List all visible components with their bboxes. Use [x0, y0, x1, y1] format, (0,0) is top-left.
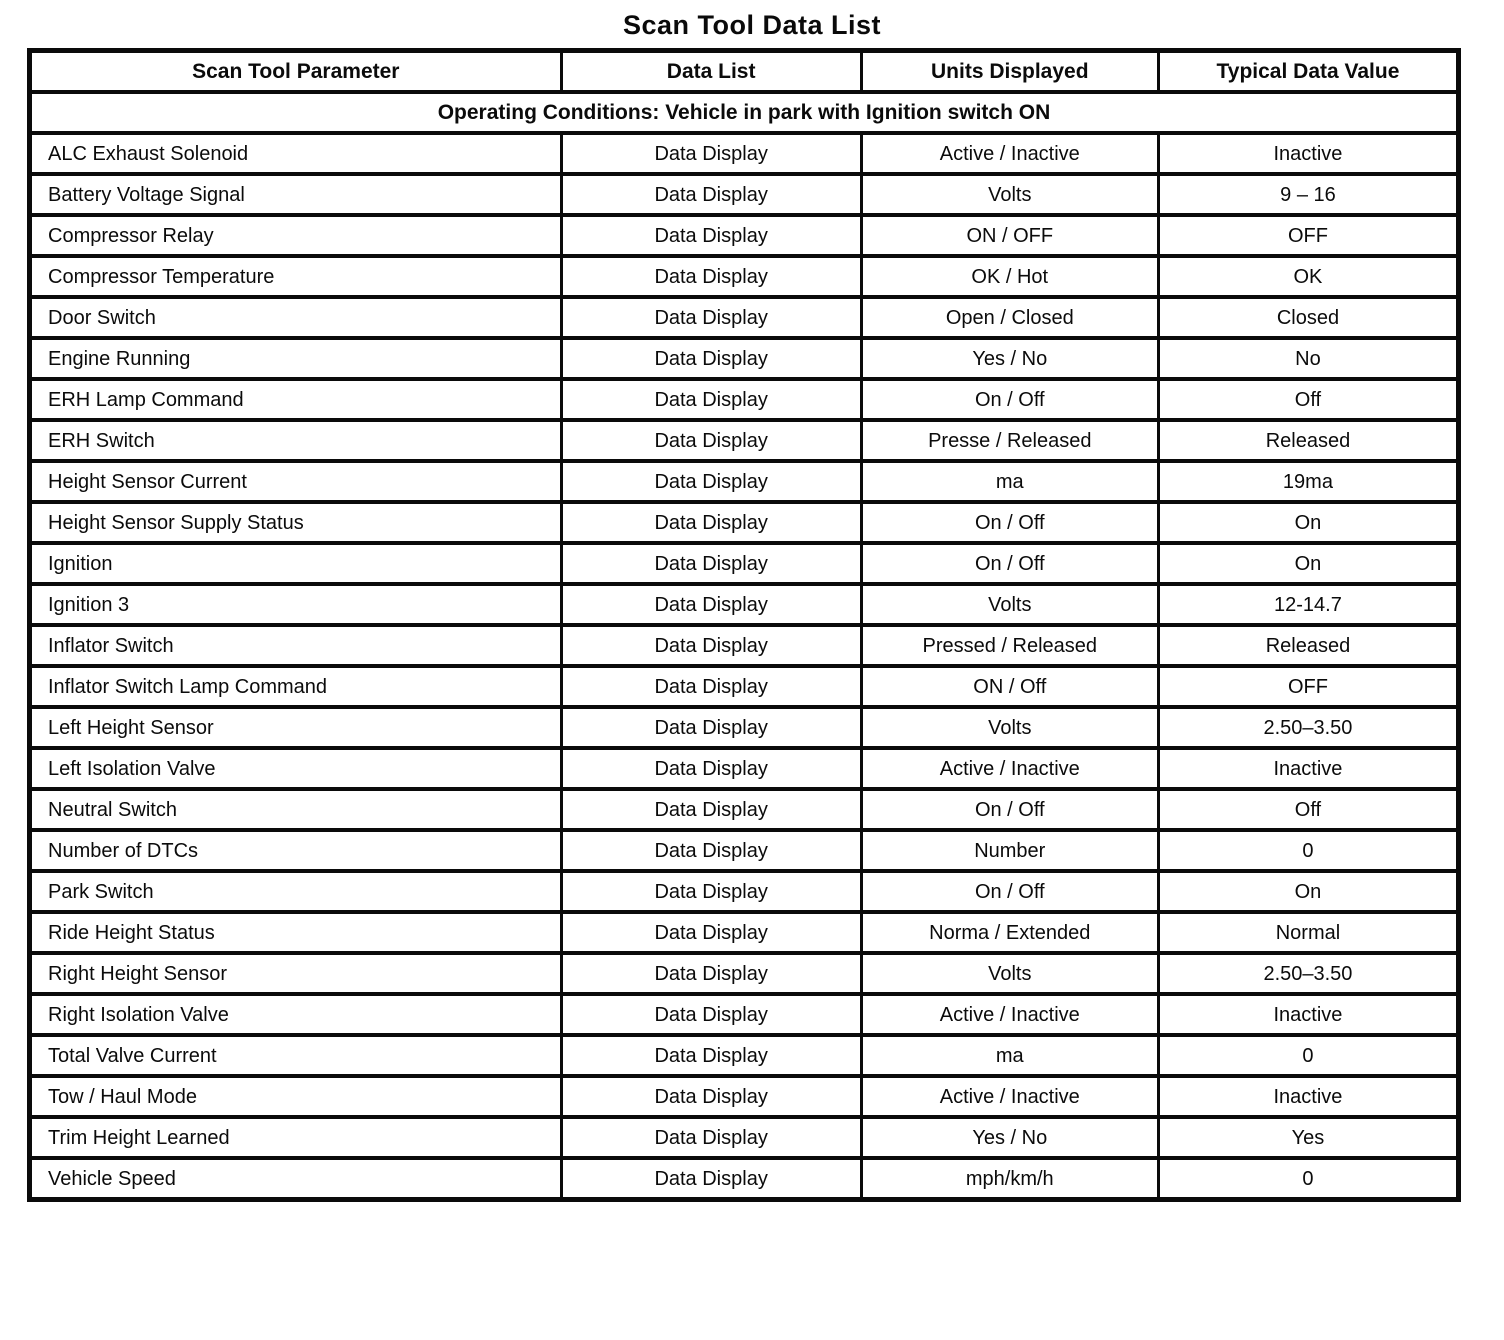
value-cell: Inactive — [1158, 748, 1458, 789]
value-cell: 9 – 16 — [1158, 174, 1458, 215]
parameter-cell: Inflator Switch Lamp Command — [30, 666, 562, 707]
data-list-cell: Data Display — [561, 871, 861, 912]
parameter-cell: Park Switch — [30, 871, 562, 912]
value-cell: Normal — [1158, 912, 1458, 953]
data-list-cell: Data Display — [561, 625, 861, 666]
parameter-cell: Right Height Sensor — [30, 953, 562, 994]
table-row — [30, 789, 1459, 830]
value-cell: OFF — [1158, 666, 1458, 707]
value-cell: 2.50–3.50 — [1158, 707, 1458, 748]
data-list-cell: Data Display — [561, 953, 861, 994]
parameter-cell: Height Sensor Supply Status — [30, 502, 562, 543]
value-cell: Inactive — [1158, 994, 1458, 1035]
parameter-cell: Engine Running — [30, 338, 562, 379]
parameter-cell: Vehicle Speed — [30, 1158, 562, 1200]
column-header-units: Units Displayed — [861, 51, 1158, 93]
data-list-cell: Data Display — [561, 666, 861, 707]
parameter-cell: Number of DTCs — [30, 830, 562, 871]
data-list-cell: Data Display — [561, 297, 861, 338]
parameter-cell: Left Height Sensor — [30, 707, 562, 748]
parameter-cell: Left Isolation Valve — [30, 748, 562, 789]
table-row — [30, 133, 1459, 174]
value-cell: 19ma — [1158, 461, 1458, 502]
parameter-cell: Trim Height Learned — [30, 1117, 562, 1158]
units-cell: Norma / Extended — [861, 912, 1158, 953]
units-cell: Volts — [861, 953, 1158, 994]
data-list-cell: Data Display — [561, 707, 861, 748]
table-row — [30, 543, 1459, 584]
data-list-cell: Data Display — [561, 133, 861, 174]
table-row — [30, 1076, 1459, 1117]
parameter-cell: ERH Switch — [30, 420, 562, 461]
data-list-cell: Data Display — [561, 256, 861, 297]
table-row — [30, 871, 1459, 912]
table-row — [30, 584, 1459, 625]
value-cell: On — [1158, 871, 1458, 912]
parameter-cell: ERH Lamp Command — [30, 379, 562, 420]
data-list-cell: Data Display — [561, 215, 861, 256]
page-title: Scan Tool Data List — [622, 10, 882, 40]
parameter-cell: Ride Height Status — [30, 912, 562, 953]
data-list-cell: Data Display — [561, 379, 861, 420]
value-cell: 0 — [1158, 1158, 1458, 1200]
table-row — [30, 625, 1459, 666]
units-cell: Presse / Released — [861, 420, 1158, 461]
value-cell: 0 — [1158, 1035, 1458, 1076]
units-cell: ON / OFF — [861, 215, 1158, 256]
units-cell: ma — [861, 1035, 1158, 1076]
table-row — [30, 1035, 1459, 1076]
value-cell: Closed — [1158, 297, 1458, 338]
table-row — [30, 502, 1459, 543]
data-list-cell: Data Display — [561, 1035, 861, 1076]
value-cell: Off — [1158, 379, 1458, 420]
value-cell: On — [1158, 502, 1458, 543]
units-cell: Number — [861, 830, 1158, 871]
data-list-cell: Data Display — [561, 912, 861, 953]
parameter-cell: Battery Voltage Signal — [30, 174, 562, 215]
units-cell: On / Off — [861, 502, 1158, 543]
value-cell: OK — [1158, 256, 1458, 297]
units-cell: Volts — [861, 174, 1158, 215]
units-cell: ON / Off — [861, 666, 1158, 707]
data-list-cell: Data Display — [561, 748, 861, 789]
data-list-cell: Data Display — [561, 1158, 861, 1200]
units-cell: On / Off — [861, 379, 1158, 420]
parameter-cell: Right Isolation Valve — [30, 994, 562, 1035]
table-row — [30, 666, 1459, 707]
units-cell: Active / Inactive — [861, 748, 1158, 789]
units-cell: Active / Inactive — [861, 133, 1158, 174]
scan-tool-data-table — [27, 48, 1461, 1202]
parameter-cell: Tow / Haul Mode — [30, 1076, 562, 1117]
data-list-cell: Data Display — [561, 461, 861, 502]
parameter-cell: Compressor Relay — [30, 215, 562, 256]
table-row — [30, 256, 1459, 297]
parameter-cell: Neutral Switch — [30, 789, 562, 830]
table-row — [30, 174, 1459, 215]
data-list-cell: Data Display — [561, 174, 861, 215]
column-header-data-list: Data List — [561, 51, 861, 93]
units-cell: Open / Closed — [861, 297, 1158, 338]
units-cell: mph/km/h — [861, 1158, 1158, 1200]
value-cell: Released — [1158, 420, 1458, 461]
value-cell: 2.50–3.50 — [1158, 953, 1458, 994]
table-row — [30, 953, 1459, 994]
table-row — [30, 461, 1459, 502]
data-list-cell: Data Display — [561, 789, 861, 830]
units-cell: Yes / No — [861, 1117, 1158, 1158]
table-row — [30, 707, 1459, 748]
table-row — [30, 1158, 1459, 1200]
units-cell: On / Off — [861, 543, 1158, 584]
value-cell: On — [1158, 543, 1458, 584]
parameter-cell: ALC Exhaust Solenoid — [30, 133, 562, 174]
data-list-cell: Data Display — [561, 502, 861, 543]
parameter-cell: Total Valve Current — [30, 1035, 562, 1076]
parameter-cell: Door Switch — [30, 297, 562, 338]
value-cell: Off — [1158, 789, 1458, 830]
table-row — [30, 830, 1459, 871]
data-list-cell: Data Display — [561, 994, 861, 1035]
units-cell: Yes / No — [861, 338, 1158, 379]
value-cell: 0 — [1158, 830, 1458, 871]
units-cell: On / Off — [861, 789, 1158, 830]
parameter-cell: Height Sensor Current — [30, 461, 562, 502]
operating-conditions-row — [30, 92, 1459, 133]
data-list-cell: Data Display — [561, 543, 861, 584]
table-row — [30, 297, 1459, 338]
table-row — [30, 912, 1459, 953]
data-list-cell: Data Display — [561, 1076, 861, 1117]
parameter-cell: Compressor Temperature — [30, 256, 562, 297]
value-cell: No — [1158, 338, 1458, 379]
table-row — [30, 1117, 1459, 1158]
parameter-cell: Inflator Switch — [30, 625, 562, 666]
units-cell: Volts — [861, 584, 1158, 625]
units-cell: ma — [861, 461, 1158, 502]
operating-conditions-text: Operating Conditions: Vehicle in park with Ignition switch ON — [30, 92, 1459, 133]
units-cell: Active / Inactive — [861, 994, 1158, 1035]
value-cell: Inactive — [1158, 1076, 1458, 1117]
table-row — [30, 420, 1459, 461]
table-row — [30, 379, 1459, 420]
value-cell: Yes — [1158, 1117, 1458, 1158]
table-row — [30, 215, 1459, 256]
units-cell: Volts — [861, 707, 1158, 748]
value-cell: Inactive — [1158, 133, 1458, 174]
value-cell: OFF — [1158, 215, 1458, 256]
data-list-cell: Data Display — [561, 420, 861, 461]
column-header-value: Typical Data Value — [1158, 51, 1458, 93]
parameter-cell: Ignition 3 — [30, 584, 562, 625]
data-list-cell: Data Display — [561, 338, 861, 379]
table-row — [30, 994, 1459, 1035]
table-row — [30, 338, 1459, 379]
value-cell: 12-14.7 — [1158, 584, 1458, 625]
data-list-cell: Data Display — [561, 1117, 861, 1158]
parameter-cell: Ignition — [30, 543, 562, 584]
units-cell: Active / Inactive — [861, 1076, 1158, 1117]
units-cell: Pressed / Released — [861, 625, 1158, 666]
data-list-cell: Data Display — [561, 584, 861, 625]
header-row — [30, 51, 1459, 93]
column-header-parameter: Scan Tool Parameter — [30, 51, 562, 93]
units-cell: OK / Hot — [861, 256, 1158, 297]
units-cell: On / Off — [861, 871, 1158, 912]
data-list-cell: Data Display — [561, 830, 861, 871]
table-body — [30, 133, 1459, 1200]
table-row — [30, 748, 1459, 789]
value-cell: Released — [1158, 625, 1458, 666]
